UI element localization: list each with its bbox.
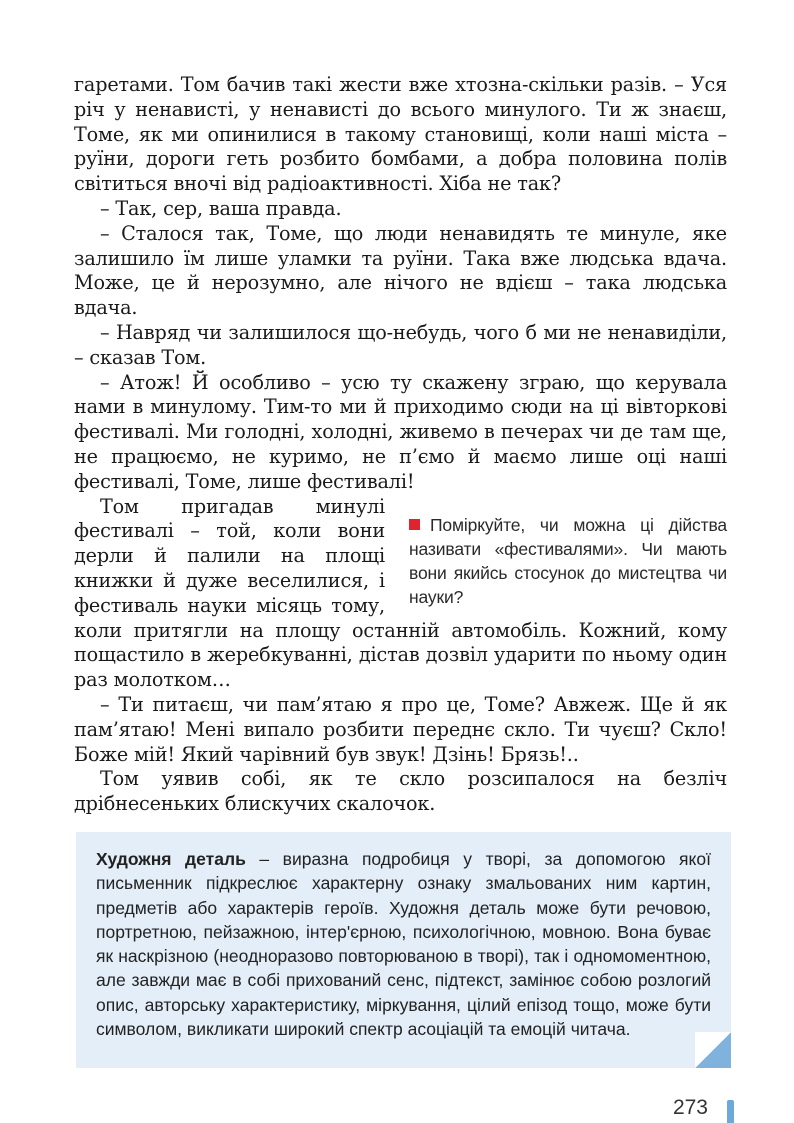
main-text xyxy=(74,73,727,817)
definition-box xyxy=(76,832,731,1068)
paragraph: гаретами. Том бачив такі жести вже хтозна-скільки разів. – Уся річ у ненависті, у ненависті до всього минулого. Ти ж знаєш, Томе, як ми опинилися в такому становищі, коли наші міста – руїни, дороги геть розбито бомбами, а добра половина полів світиться вночі від радіоактивності. Хіба не так? xyxy=(74,73,727,196)
page-tab-marker xyxy=(727,1100,734,1123)
paragraph: – Атож! Й особливо – усю ту скажену зграю, що керувала нами в минулому. Тим-то ми й приходимо сюди на ці вівторкові фестивалі. Ми голодні, холодні, живемо в печерах чи де там ще, не працюємо, не куримо, не п’ємо й маємо лише оці наші фестивалі, Томе, лише фестивалі! xyxy=(74,370,727,493)
question-box xyxy=(409,513,727,609)
question-marker-icon xyxy=(409,519,420,530)
page-number: 273 xyxy=(672,1096,708,1119)
definition-body: – виразна подробиця у творі, за допомогою якої письменник підкреслює характерну ознаку змальованих ним картин, предметів або характерів героїв. Художня деталь може бути речовою, портретною, пейзажною, інтер'єрною, психологічною, мовною. Вона буває як наскрізною (неодноразово повторюваною в творі), так і одномоментною, але завжди має в собі прихований сенс, підтекст, замінює собою розлогий опис, авторську характеристику, міркування, цілий епізод тощо, може бути символом, викликати широкий спектр асоціацій та емоцій читача. xyxy=(96,849,711,1040)
paragraph: Том пригадав минулі фестивалі – той, коли вони дерли й палили на площі книжки й дуже веселилися, і фестиваль науки місяць тому, коли притягли на площу останній автомобіль. Кожний, кому пощастило в жеребкуванні, дістав дозвіл ударити по ньому один раз молотком… xyxy=(74,494,727,692)
definition-text xyxy=(96,847,711,1041)
paragraph: – Навряд чи залишилося що-небудь, чого б ми не ненавиділи, – сказав Том. xyxy=(74,320,727,369)
definition-term: Художня деталь xyxy=(96,849,246,869)
paragraph: – Ти питаєш, чи пам’ятаю я про це, Томе? Авжеж. Ще й як пам’ятаю! Мені випало розбити переднє скло. Ти чуєш? Скло! Боже мій! Який чарівний був звук! Дзінь! Брязь!.. xyxy=(74,692,727,766)
page-fold-icon xyxy=(695,1032,731,1068)
paragraph: Том уявив собі, як те скло розсипалося на безліч дрібнесеньких блискучих скалочок. xyxy=(74,767,727,816)
paragraph: – Сталося так, Томе, що люди ненавидять те минуле, яке залишило їм лише уламки та руїни. Така вже людська вдача. Може, це й нерозумно, але нічого не вдієш – така людська вдача. xyxy=(74,221,727,320)
question-text: Поміркуйте, чи можна ці дійства називати «фестивалями». Чи мають вони якийсь стосунок до мистецтва чи науки? xyxy=(409,514,727,607)
paragraph: – Так, сер, ваша правда. xyxy=(100,196,342,220)
